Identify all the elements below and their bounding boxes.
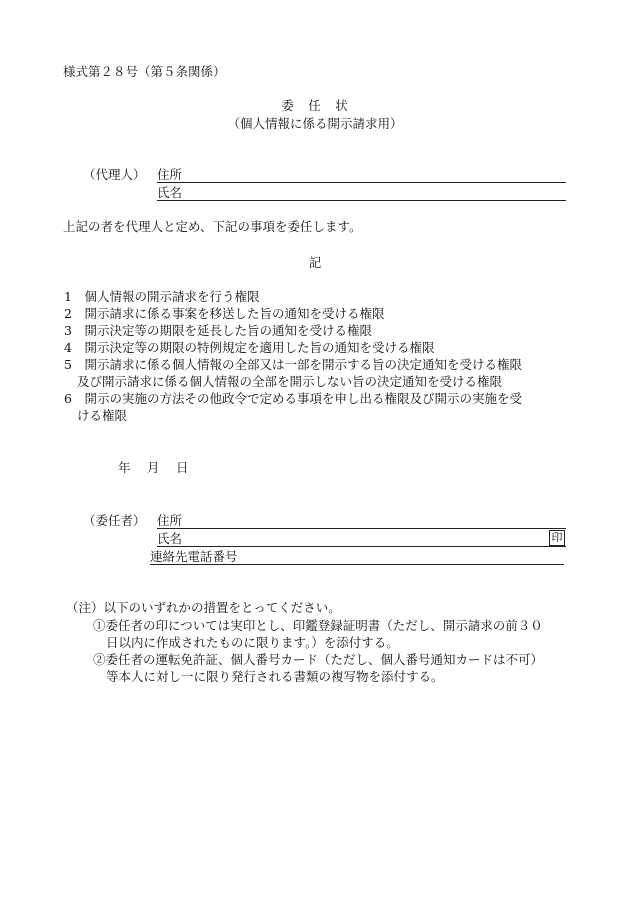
- principal-role-label: （委任者）: [83, 513, 146, 528]
- principal-phone-field[interactable]: [150, 564, 564, 565]
- note-line: ①委任者の印については実印とし、印鑑登録証明書（ただし、開示請求の前３０: [93, 618, 543, 633]
- principal-name-field[interactable]: [157, 546, 566, 547]
- agent-role-label: （代理人）: [83, 167, 146, 182]
- principal-phone-label: 連絡先電話番号: [150, 549, 238, 564]
- note-line: 日以内に作成されたものに限ります。）を添付する。: [106, 635, 399, 650]
- list-item-continuation: ける権限: [77, 408, 128, 423]
- form-number: 様式第２８号（第５条関係）: [63, 64, 226, 79]
- list-item: 2 開示請求に係る事案を移送した旨の通知を受ける権限: [64, 306, 385, 321]
- list-item: 6 開示の実施の方法その他政令で定める事項を申し出る権限及び開示の実施を受: [64, 391, 522, 406]
- ki-heading: 記: [308, 255, 322, 270]
- agent-address-field[interactable]: [157, 182, 566, 183]
- principal-address-label: 住所: [157, 513, 183, 528]
- date-field[interactable]: 年 月 日: [118, 460, 191, 475]
- document-title: 委 任 状: [281, 98, 349, 113]
- seal-mark: 印: [549, 530, 565, 546]
- list-item: 5 開示請求に係る個人情報の全部又は一部を開示する旨の決定通知を受ける権限: [64, 357, 522, 372]
- agent-name-label: 氏名: [157, 185, 183, 200]
- list-item: 1 個人情報の開示請求を行う権限: [64, 289, 260, 304]
- principal-address-field[interactable]: [157, 528, 566, 529]
- principal-name-label: 氏名: [157, 531, 183, 546]
- list-item: 4 開示決定等の期限の特例規定を適用した旨の通知を受ける権限: [64, 340, 435, 355]
- document-subtitle: （個人情報に係る開示請求用）: [227, 116, 403, 131]
- delegation-statement: 上記の者を代理人と定め、下記の事項を委任します。: [63, 219, 362, 234]
- list-item: 3 開示決定等の期限を延長した旨の通知を受ける権限: [64, 323, 372, 338]
- agent-name-field[interactable]: [157, 200, 566, 201]
- agent-address-label: 住所: [157, 167, 183, 182]
- list-item-continuation: 及び開示請求に係る個人情報の全部を開示しない旨の決定通知を受ける権限: [77, 374, 503, 389]
- notes-heading: （注）以下のいずれかの措置をとってください。: [66, 600, 341, 615]
- note-line: 等本人に対し一に限り発行される書類の複写物を添付する。: [106, 669, 444, 684]
- note-line: ②委任者の運転免許証、個人番号カード（ただし、個人番号通知カードは不可）: [93, 652, 544, 667]
